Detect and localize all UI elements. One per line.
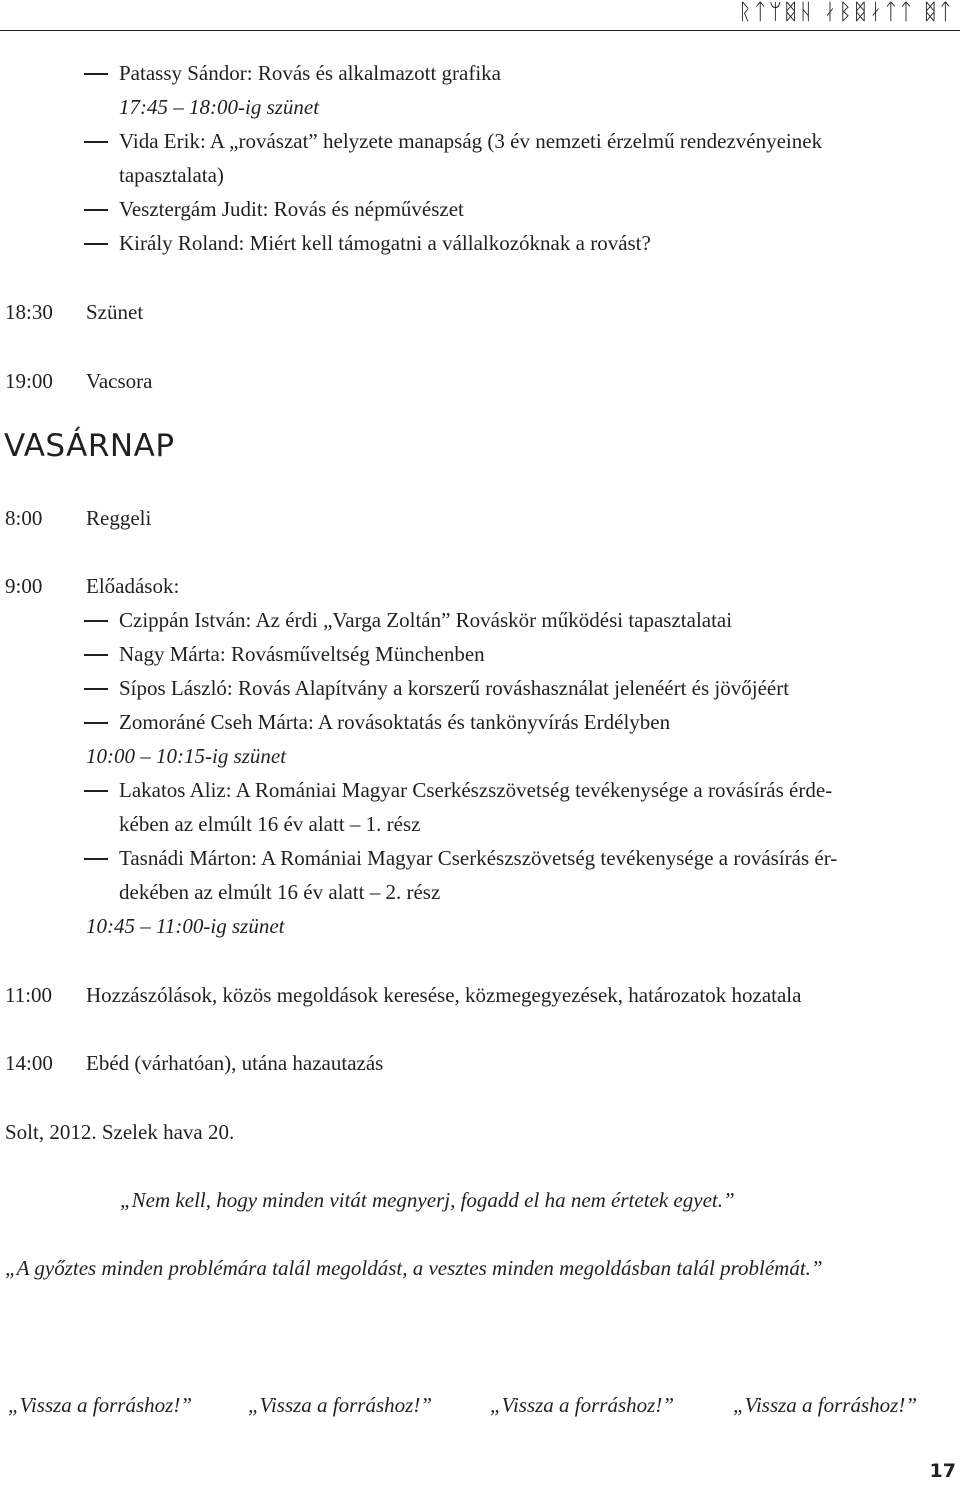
lecture-item-continuation: dekében az elmúlt 16 év alatt – 2. rész (119, 880, 441, 904)
lecture-item: Lakatos Aliz: A Romániai Magyar Cserkészszövetség tevékenysége a rovásírás érde- (119, 778, 833, 802)
back-to-source-link[interactable]: „Vissza a forráshoz!” (8, 1393, 192, 1417)
schedule-time: 11:00 (5, 983, 53, 1007)
quote: „Nem kell, hogy minden vitát megnyerj, fogadd el ha nem értetek egyet.” (120, 1188, 735, 1212)
dash-icon (84, 688, 108, 690)
break-note: 17:45 – 18:00-ig szünet (119, 95, 320, 119)
schedule-label: Előadások: (86, 574, 180, 598)
dash-icon (84, 722, 108, 724)
lecture-item: Czippán István: Az érdi „Varga Zoltán” Rováskör működési tapasztalatai (119, 608, 733, 632)
schedule-label: Vacsora (86, 369, 153, 393)
lecture-item: Vesztergám Judit: Rovás és népművészet (119, 197, 464, 221)
dash-icon (84, 141, 108, 143)
dash-icon (84, 620, 108, 622)
schedule-label: Ebéd (várhatóan), utána hazautazás (86, 1051, 384, 1075)
lecture-item: Király Roland: Miért kell támogatni a vállalkozóknak a rovást? (119, 231, 651, 255)
lecture-item: Vida Erik: A „rovászat” helyzete manapság (3 év nemzeti érzelmű rendezvényeinek (119, 129, 823, 153)
schedule-label: Reggeli (86, 506, 152, 530)
lecture-item: Nagy Márta: Rovásműveltség Münchenben (119, 642, 485, 666)
lecture-item-continuation: tapasztalata) (119, 163, 224, 187)
schedule-label: Hozzászólások, közös megoldások keresése, közmegegyezések, határozatok hozatala (86, 983, 802, 1007)
day-heading: VASÁRNAP (4, 428, 175, 464)
dash-icon (84, 73, 108, 75)
quote: „A győztes minden problémára talál megoldást, a vesztes minden megoldásban talál problémát.” (5, 1256, 823, 1280)
dash-icon (84, 654, 108, 656)
page-number: 17 (929, 1460, 956, 1482)
schedule-label: Szünet (86, 300, 144, 324)
schedule-time: 19:00 (5, 369, 53, 393)
dash-icon (84, 209, 108, 211)
lecture-item: Sípos László: Rovás Alapítvány a korszerű rováshasználat jelenéért és jövőjéért (119, 676, 790, 700)
dash-icon (84, 243, 108, 245)
schedule-time: 9:00 (5, 574, 43, 598)
header-divider (0, 30, 960, 31)
back-to-source-link[interactable]: „Vissza a forráshoz!” (248, 1393, 432, 1417)
schedule-time: 18:30 (5, 300, 53, 324)
back-to-source-link[interactable]: „Vissza a forráshoz!” (490, 1393, 674, 1417)
lecture-item: Patassy Sándor: Rovás és alkalmazott grafika (119, 61, 501, 85)
back-to-source-link[interactable]: „Vissza a forráshoz!” (733, 1393, 917, 1417)
dash-icon (84, 858, 108, 860)
break-note: 10:00 – 10:15-ig szünet (86, 744, 287, 768)
lecture-item-continuation: kében az elmúlt 16 év alatt – 1. rész (119, 812, 421, 836)
place-date-signature: Solt, 2012. Szelek hava 20. (5, 1120, 235, 1144)
lecture-item: Zomoráné Cseh Márta: A rovásoktatás és tankönyvírás Erdélyben (119, 710, 671, 734)
dash-icon (84, 790, 108, 792)
schedule-time: 8:00 (5, 506, 43, 530)
running-header-runic: ᚱᛏᛘᛥᚺ ᛅᛒᛥᛅᛏᛏ ᛥᛏ (738, 0, 954, 25)
lecture-item: Tasnádi Márton: A Romániai Magyar Cserkészszövetség tevékenysége a rovásírás ér- (119, 846, 838, 870)
schedule-time: 14:00 (5, 1051, 53, 1075)
break-note: 10:45 – 11:00-ig szünet (86, 914, 285, 938)
